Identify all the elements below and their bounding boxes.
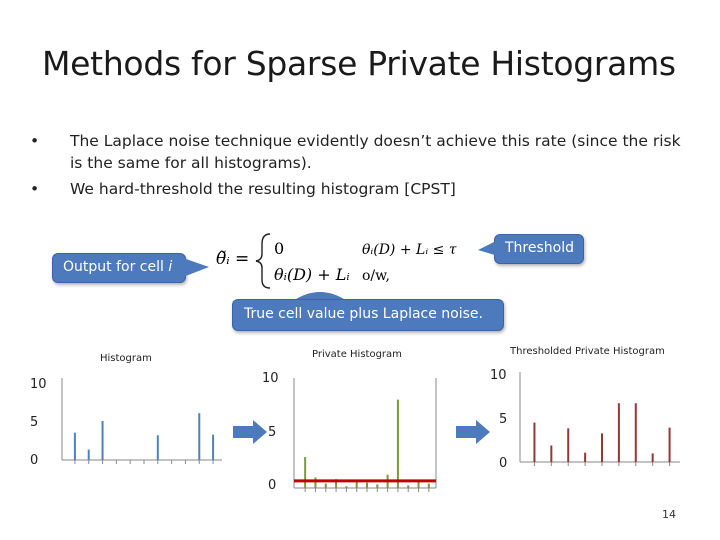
hist-tick-0: 0: [30, 453, 39, 468]
page-number: 14: [662, 508, 676, 521]
formula-lhs: θ̃ᵢ =: [216, 249, 250, 269]
bullet-item: [30, 130, 690, 174]
thresholded-tick-0: 0: [499, 456, 508, 471]
output-callout-var: i: [168, 259, 173, 275]
bullet-list: [30, 130, 690, 200]
hist-tick-10: 10: [30, 377, 47, 392]
formula-case-noisy: θᵢ(D) + Lᵢ: [274, 265, 350, 284]
formula-otherwise: o/w,: [362, 268, 390, 284]
threshold-formula: [212, 228, 502, 292]
chart-title-histogram: Histogram: [100, 353, 152, 364]
thresholded-tick-5: 5: [499, 412, 508, 427]
chart-title-private: Private Histogram: [312, 349, 402, 360]
output-callout: [52, 253, 186, 283]
private-tick-0: 0: [268, 478, 277, 493]
private-tick-10: 10: [262, 371, 279, 386]
threshold-callout-text: Threshold: [505, 240, 574, 256]
true-value-callout-text: True cell value plus Laplace noise.: [244, 306, 483, 322]
bullet-text: The Laplace noise technique evidently doesn’t achieve this rate (since the risk is the same for all histograms).: [70, 132, 681, 172]
arrow-right-icon: [456, 418, 492, 446]
thresholded-tick-10: 10: [490, 368, 507, 383]
output-callout-text: Output for cell: [63, 259, 169, 275]
formula-case-zero: 0: [274, 239, 285, 258]
private-tick-5: 5: [268, 425, 277, 440]
chart-title-thresholded: Thresholded Private Histogram: [510, 346, 665, 357]
private-histogram-chart: [290, 376, 442, 496]
thresholded-histogram-chart: [518, 370, 683, 470]
hist-tick-5: 5: [30, 415, 39, 430]
histogram-chart: [60, 376, 225, 466]
formula-condition: θᵢ(D) + Lᵢ ≤ τ: [362, 242, 457, 258]
true-value-callout: [232, 299, 504, 331]
bullet-dot: •: [30, 132, 40, 150]
formula-brace: [256, 234, 270, 288]
output-callout-pointer: [183, 255, 211, 279]
threshold-callout: [494, 234, 584, 264]
bullet-dot: •: [30, 180, 40, 198]
bullet-item: [30, 178, 690, 200]
arrow-right-icon: [233, 418, 269, 446]
slide-title: Methods for Sparse Private Histograms: [42, 44, 676, 83]
bullet-text: We hard-threshold the resulting histogram [CPST]: [70, 180, 456, 198]
